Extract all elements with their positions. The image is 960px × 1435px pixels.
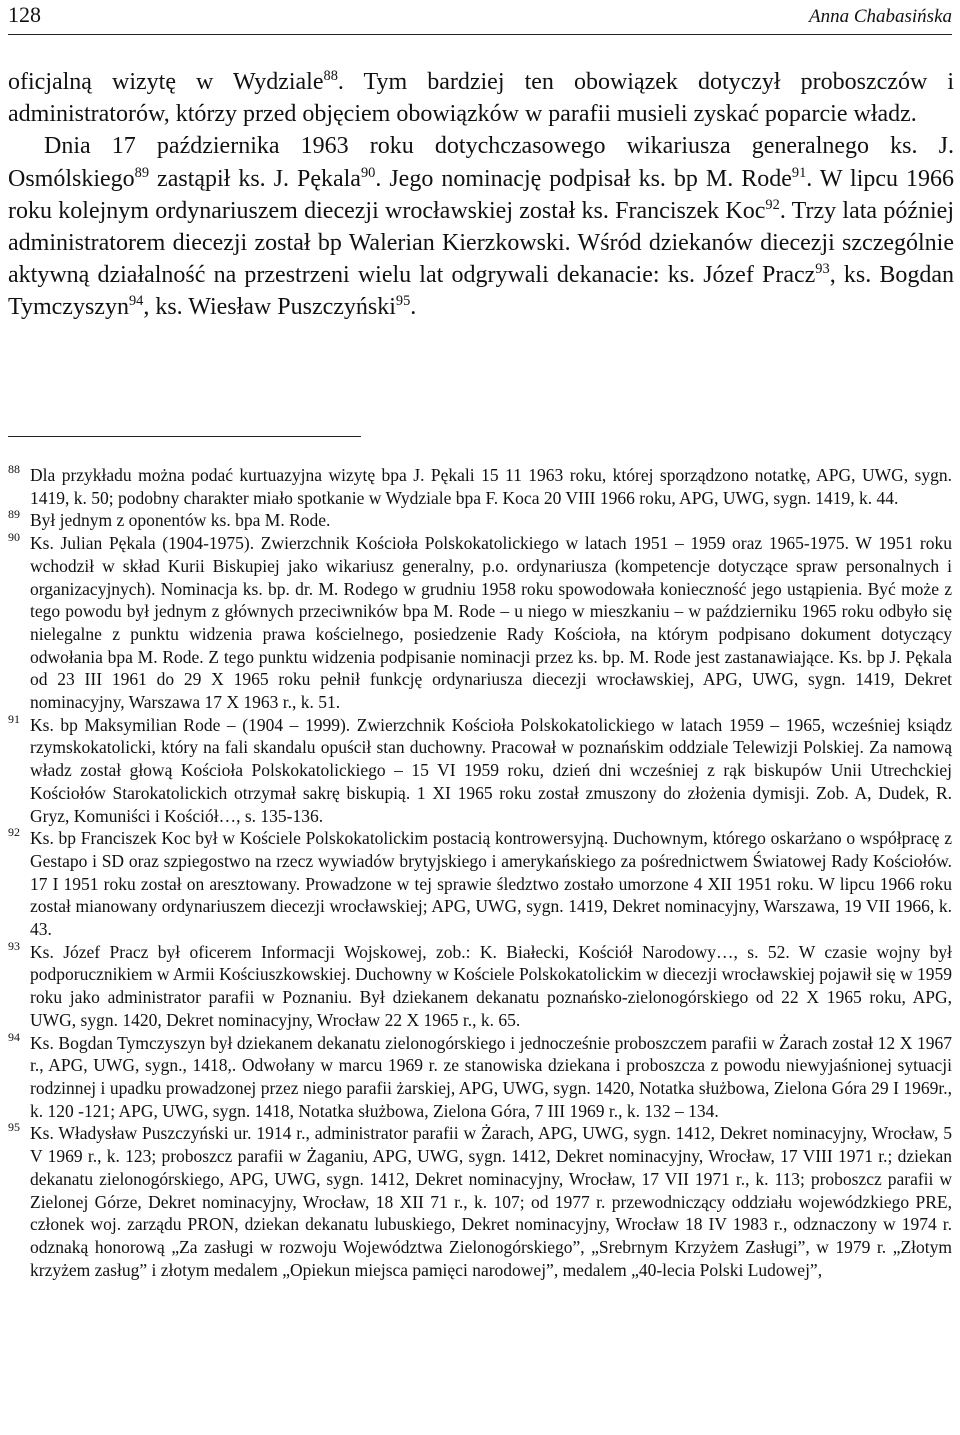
text-run: . W lipcu 1966 roku kolejnym ordynariuszem diecezji wrocławskiej został ks. Franciszek Koc bbox=[8, 165, 955, 224]
footnote-95 bbox=[8, 1122, 952, 1281]
footnote-ref[interactable]: 94 bbox=[128, 293, 144, 310]
footnote-93 bbox=[8, 938, 952, 1032]
footnote-ref[interactable]: 89 bbox=[134, 164, 150, 181]
footnotes bbox=[8, 464, 952, 1281]
footnote-text: Ks. Julian Pękala (1904-1975). Zwierzchnik Kościoła Polskokatolickiego w latach 1951 – 1959 oraz 1965-1975. W 1951 roku wchodził w skład Kurii Biskupiej jako wikariusz generalny, p.o. ordynariusza (kompetencje dotyczące spraw personalnych i organizacyjnych). Nominacja ks. bp. dr. M. Rodego w grudniu 1958 roku spowodowała konieczność jego ustąpienia. Być może z tego powodu był jednym z głównych przeciwników bpa M. Rode – u niego w mieszkaniu – w październiku 1965 roku odbyło się nielegalne z punktu widzenia prawa kościelnego, posiedzenie Rady Kościoła, na którym podpisano dokument dotyczący odwołania bpa M. Rode. Z tego punktu widzenia podpisanie nominacji przez ks. bp. M. Rode jest zastanawiające. Ks. bp J. Pękala od 23 III 1961 do 29 X 1965 roku pełnił funkcję ordynariusza diecezji wrocławskiej, APG, UWG, sygn. 1419, Dekret nominacyjny, Warszawa 17 X 1963 r., k. 51. bbox=[30, 533, 952, 713]
footnote-ref[interactable]: 93 bbox=[815, 261, 830, 278]
main-text bbox=[8, 66, 954, 324]
footnote-number: 91 bbox=[8, 711, 20, 726]
footnote-ref[interactable]: 90 bbox=[360, 164, 376, 181]
text-run: Dnia 17 października 1963 roku dotychczasowego wikariusza generalnego ks. J. Osmólskiego bbox=[8, 133, 954, 192]
text-run: , ks. Bogdan Tymczyszyn bbox=[8, 262, 955, 321]
footnote-89 bbox=[8, 509, 952, 532]
footnote-text: Ks. bp Franciszek Koc był w Kościele Polskokatolickim postacią kontrowersyjną. Duchownym, którego oskarżano o współpracę z Gestapo i SD oraz szpiegostwo na rzecz wywiadów brytyjskiego i amerykańskiego za pośrednictwem Światowej Rady Kościołów. 17 I 1951 roku został on aresztowany. Prowadzone w tej sprawie śledztwo zostało umorzone 4 XII 1951 roku. W lipcu 1966 roku został mianowany ordynariuszem diecezji wrocławskiej; APG, UWG, sygn. 1419, Dekret nominacyjny, Warszawa, 19 VII 1966, k. 43. bbox=[30, 828, 952, 940]
footnote-90 bbox=[8, 532, 952, 714]
footnote-text: Był jednym z oponentów ks. bpa M. Rode. bbox=[30, 510, 331, 531]
footnote-number: 90 bbox=[8, 530, 20, 545]
footnote-ref[interactable]: 88 bbox=[323, 68, 338, 84]
footnote-92 bbox=[8, 827, 952, 941]
footnote-text: Ks. Józef Pracz był oficerem Informacji Wojskowej, zob.: K. Białecki, Kościół Narodowy…, s. 52. W czasie wojny był podporucznikiem w Armii Kościuszkowskiej. Duchowny w Kościele Polskokatolickim w diecezji wrocławskiej pojawił się w 1959 roku jako administrator parafii w Poznaniu. Był dziekanem dekanatu poznańsko-zielonogórskiego od 22 X 1965 roku, APG, UWG, sygn. 1420, Dekret nominacyjny, Wrocław 22 X 1965 r., k. 65. bbox=[30, 941, 952, 1030]
footnote-number: 95 bbox=[8, 1120, 20, 1135]
running-header bbox=[8, 0, 952, 35]
footnote-number: 93 bbox=[8, 938, 20, 953]
footnote-94 bbox=[8, 1029, 952, 1123]
text-run: . Trzy lata później administratorem diecezji został bp Walerian Kierzkowski. Wśród dziekanów diecezji szczególnie aktywną działalność na przestrzeni wielu lat odgrywali dekanacie: ks. Józef Pracz bbox=[8, 197, 954, 289]
text-run: zastąpił ks. J. Pękala bbox=[149, 165, 361, 192]
footnote-text: Ks. bp Maksymilian Rode – (1904 – 1999). Zwierzchnik Kościoła Polskokatolickiego w latach 1959 – 1965, wcześniej ksiądz rzymskokatolicki, który na fali skandalu opuścił stan duchowny. Pracował w poznańskim oddziale Telewizji Polskiej. Za namową władz został głową Kościoła Polskokatolickiego – 15 VI 1959 roku, dzień dni wcześniej z rąk biskupów Unii Utrechckiej Kościołów Starokatolickich otrzymał sakrę biskupią. 1 XI 1965 roku został zmuszony do złożenia dymisji. Zob. A, Dudek, R. Gryz, Komuniści i Kościół…, s. 135-136. bbox=[30, 714, 952, 826]
footnote-separator bbox=[8, 436, 361, 437]
footnote-ref[interactable]: 95 bbox=[395, 293, 411, 310]
footnote-text: Dla przykładu można podać kurtuazyjna wizytę bpa J. Pękali 15 11 1963 roku, której sporządzono notatkę, APG, UWG, sygn. 1419, k. 50; podobny charakter miało spotkanie w Wydziale bpa F. Koca 20 VIII 1966 roku, APG, UWG, sygn. 1419, k. 44. bbox=[30, 465, 952, 508]
running-author: Anna Chabasińska bbox=[808, 6, 952, 27]
footnote-ref[interactable]: 92 bbox=[765, 196, 780, 213]
footnote-number: 92 bbox=[8, 825, 20, 840]
text-run: . Jego nominację podpisał ks. bp M. Rode bbox=[375, 165, 792, 192]
footnote-number: 94 bbox=[8, 1029, 20, 1044]
page-number: 128 bbox=[8, 2, 41, 27]
text-run: oficjalną wizytę w Wydziale bbox=[8, 69, 324, 95]
footnote-ref[interactable]: 91 bbox=[791, 164, 807, 181]
footnote-91 bbox=[8, 711, 952, 828]
footnote-text: Ks. Władysław Puszczyński ur. 1914 r., administrator parafii w Żarach, APG, UWG, sygn. 1412, Dekret nominacyjny, Wrocław, 5 V 1969 r., k. 123; proboszcz parafii w Żaganiu, APG, UWG, sygn. 1412, Dekret nominacyjny, Wrocław, 17 VIII 1971 r.; dziekan dekanatu zielonogórskiego, APG, UWG, sygn. 1412, Dekret nominacyjny, Wrocław, 17 VII 1971 r., k. 113; proboszcz parafii w Zielonej Górze, Dekret nominacyjny, Wrocław, 18 XII 71 r., k. 107; od 1977 r. przewodniczący oddziału wojewódzkiego PRE, członek woj. zarządu PRON, dziekan dekanatu lubuskiego, Dekret nominacyjny, Wrocław 18 IV 1983 r., odznaczony w 1974 r. odznaką honorową „Za zasługi w rozwoju Województwa Zielonogórskiego”, „Srebrnym Krzyżem Zasługi”, w 1979 r. „Złotym krzyżem zasług” i złotym medalem „Opiekun miejsca pamięci narodowej”, medalem „40-lecia Polski Ludowej”, bbox=[30, 1123, 952, 1280]
footnote-88 bbox=[8, 464, 952, 509]
paragraph-1 bbox=[8, 66, 954, 130]
footnote-text: Ks. Bogdan Tymczyszyn był dziekanem dekanatu zielonogórskiego i jednocześnie proboszczem parafii w Żarach został 12 X 1967 r., APG, UWG, sygn., 1418,. Odwołany w marcu 1969 r. ze stanowiska dziekana i proboszcza z powodu niewyjaśnionej sytuacji rodzinnej i upadku prowadzonej przez niego parafii żarskiej, APG, UWG, sygn. 1420, Notatka służbowa, Zielona Góra 29 I 1969r., k. 120 -121; APG, UWG, sygn. 1418, Notatka służbowa, Zielona Góra, 7 III 1969 r., k. 132 – 134. bbox=[30, 1032, 952, 1121]
footnote-number: 88 bbox=[8, 462, 20, 476]
paragraph-2 bbox=[8, 130, 954, 323]
footnote-number: 89 bbox=[8, 507, 20, 522]
text-run: , ks. Wiesław Puszczyński bbox=[143, 294, 396, 321]
text-run: . Tym bardziej ten obowiązek dotyczył proboszczów i administratorów, którzy przed objęciem obowiązków w parafii musieli zyskać poparcie władz. bbox=[8, 69, 954, 128]
text-run: . bbox=[410, 294, 417, 321]
